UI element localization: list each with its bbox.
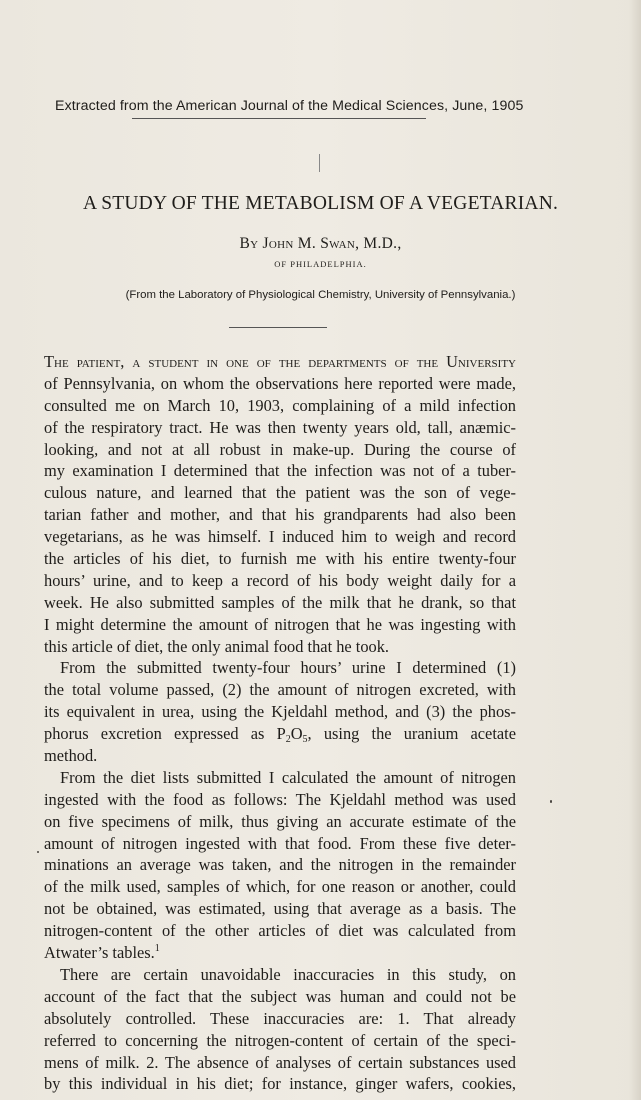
- body-line: mens of milk. 2. The absence of analyses of certain substances used: [44, 1052, 516, 1072]
- body-line: not be obtained, was estimated, using that average as a basis. The: [44, 899, 516, 919]
- body-line: account of the fact that the subject was human and could not be: [44, 986, 516, 1006]
- body-line: of the milk used, samples of which, for one reason or another, could: [44, 877, 516, 897]
- article-title: A STUDY OF THE METABOLISM OF A VEGETARIAN.: [82, 193, 559, 214]
- body-line: vegetarians, as he was himself. I induced him to weigh and record: [44, 527, 516, 547]
- article-byline: By John M. Swan, M.D.,: [239, 235, 402, 252]
- body-line: the articles of his diet, to furnish me with his entire twenty-four: [44, 549, 516, 569]
- body-line: of the respiratory tract. He was then twenty years old, tall, anæmic-: [44, 417, 516, 437]
- body-line: From the submitted twenty-four hours’ urine I determined (1): [60, 658, 516, 678]
- body-line: There are certain unavoidable inaccuracies in this study, on: [60, 964, 516, 984]
- body-line: tarian father and mother, and that his grandparents had also been: [44, 505, 516, 525]
- body-line: the total volume passed, (2) the amount of nitrogen excreted, with: [44, 680, 516, 700]
- scan-speck: [37, 851, 39, 853]
- body-line: consulted me on March 10, 1903, complaining of a mild infection: [44, 395, 516, 415]
- body-line: hours’ urine, and to keep a record of his body weight daily for a: [44, 570, 516, 590]
- scan-speck: [550, 800, 552, 803]
- body-line: Atwater’s tables.$^1$: [44, 943, 160, 963]
- body-line: phorus excretion expressed as $P_2O_5$, using the uranium acetate: [44, 724, 516, 746]
- body-line: nitrogen-content of the other articles of diet was calculated from: [44, 921, 516, 941]
- body-line: of Pennsylvania, on whom the observations here reported were made,: [44, 373, 516, 393]
- laboratory-note: (From the Laboratory of Physiological Chemistry, University of Pennsylvania.): [125, 289, 516, 301]
- source-header: Extracted from the American Journal of the Medical Sciences, June, 1905: [55, 98, 524, 114]
- body-line: week. He also submitted samples of the milk that he drank, so that: [44, 592, 516, 612]
- body-line: looking, and not at all robust in make-up. During the course of: [44, 439, 516, 459]
- body-line: The patient, a student in one of the departments of the University: [44, 352, 516, 371]
- body-line: ingested with the food as follows: The Kjeldahl method was used: [44, 789, 516, 809]
- stray-mark: [319, 154, 320, 172]
- body-line: my examination I determined that the infection was not of a tuber-: [44, 461, 516, 481]
- section-rule: [229, 327, 327, 328]
- footnote-ref: 1: [154, 943, 160, 955]
- body-line: this article of diet, the only animal food that he took.: [44, 636, 390, 656]
- author-affiliation: OF PHILADELPHIA.: [274, 259, 367, 269]
- body-line: method.: [44, 746, 98, 766]
- body-line: amount of nitrogen ingested with that food. From these five deter-: [44, 833, 516, 853]
- body-line: I might determine the amount of nitrogen that he was ingesting with: [44, 614, 516, 634]
- body-line: on five specimens of milk, thus giving an accurate estimate of the: [44, 811, 516, 831]
- body-line: by this individual in his diet; for instance, ginger wafers, cookies,: [44, 1074, 516, 1094]
- body-line: referred to concerning the nitrogen-content of certain of the speci-: [44, 1030, 516, 1050]
- body-line: its equivalent in urea, using the Kjeldahl method, and (3) the phos-: [44, 702, 516, 722]
- article-body: [44, 351, 516, 1095]
- page-edge-shadow: [629, 0, 641, 1100]
- body-line: From the diet lists submitted I calculated the amount of nitrogen: [60, 767, 516, 787]
- body-line: absolutely controlled. These inaccuracies are: 1. That already: [44, 1008, 516, 1028]
- body-line: culous nature, and learned that the patient was the son of vege-: [44, 483, 516, 503]
- header-rule: [132, 118, 426, 119]
- body-line: minations an average was taken, and the nitrogen in the remainder: [44, 855, 516, 875]
